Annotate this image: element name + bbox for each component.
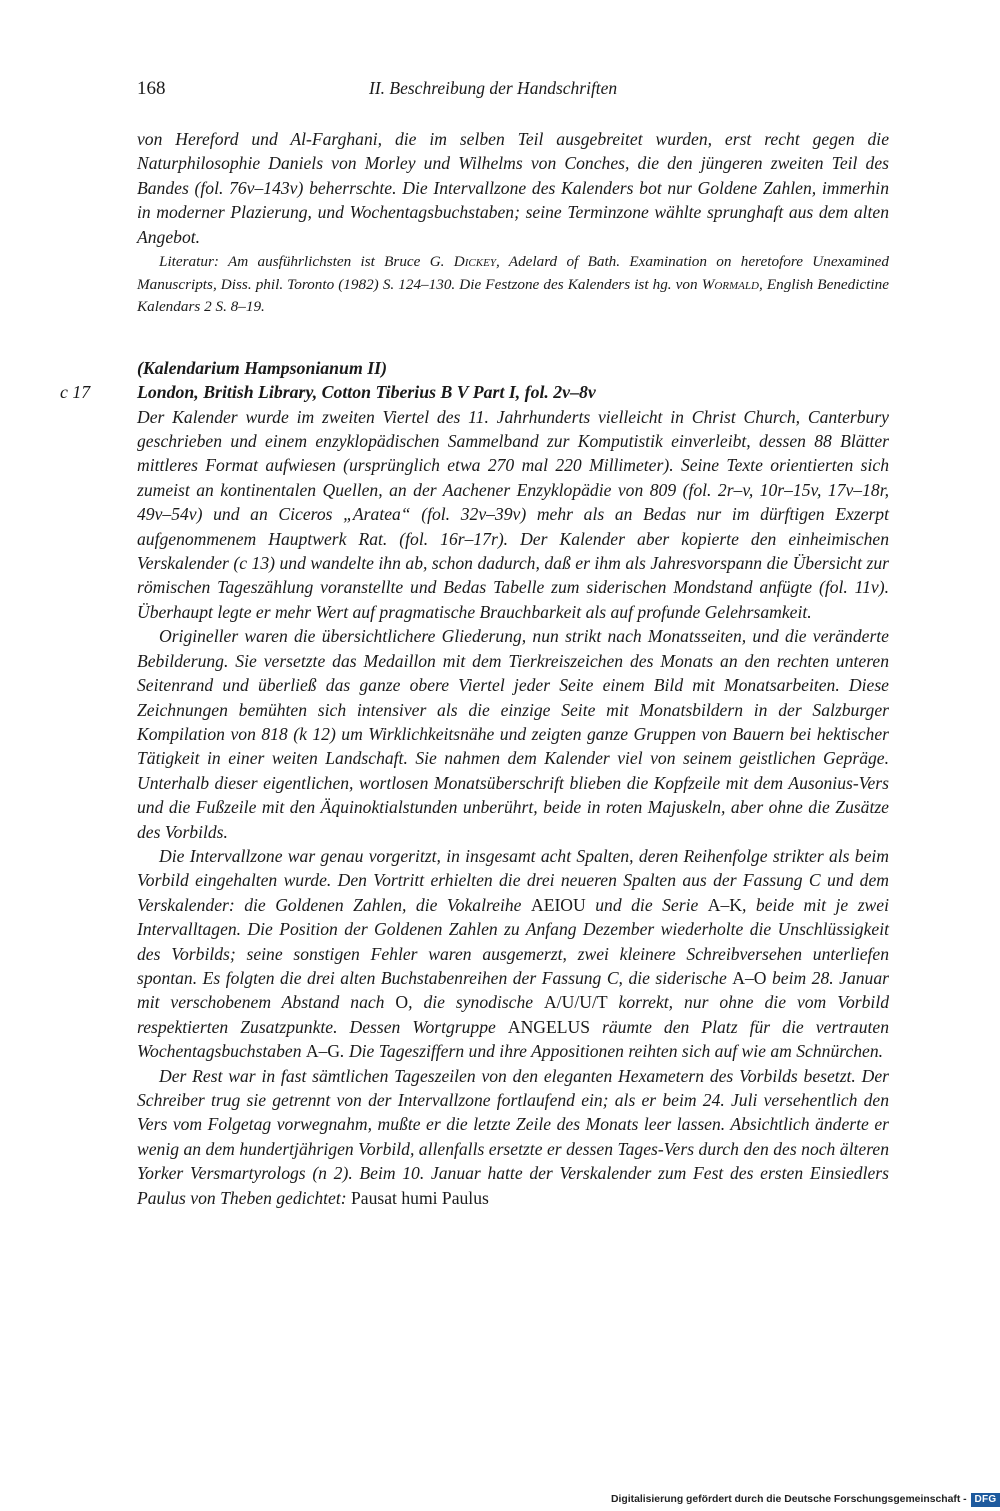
literature-middle: , Adelard of Bath. Examination on heretofore Unexamined Manuscripts, Diss. phil. Toronto (1982) S. 124–130. Die Festzone des Kalenders ist hg. von <box>137 253 890 293</box>
p3-text-4: beim 28. Januar mit verschobenem Abstand nach <box>137 967 889 1013</box>
p3-roman-autt: A/U/U/T <box>544 992 608 1013</box>
literature-note <box>137 251 889 319</box>
p3-roman-a-k: A–K <box>707 894 743 915</box>
digitization-footer <box>611 1493 1000 1507</box>
page-number: 168 <box>137 78 166 99</box>
p4-roman-quote: Pausat humi Paulus <box>351 1187 489 1208</box>
p3-text-3: , beide mit je zwei Intervalltagen. Die Position der Goldenen Zahlen zu Anfang Dezember wiederholte die Unschlüssigkeit des Vorbilds; seine sonstigen Fehler waren ausgemerzt, zwei kleinere Schreibversehen unterliefen spontan. Es folgten die drei alten Buchstabenreihen der Fassung C, die siderische <box>137 894 889 988</box>
p3-text-5: , die synodische <box>408 992 545 1013</box>
running-title: II. Beschreibung der Handschriften <box>369 78 618 98</box>
calendar-entry-heading <box>60 356 889 405</box>
p3-text-1: Die Intervallzone war genau vorgeritzt, in insgesamt acht Spalten, deren Reihenfolge strikter als beim Vorbild eingehalten wurde. Den Vortritt erhielten die drei neueren Spalten aus der Fassung C und dem Verskalender: die Goldenen Zahlen, die Vokalreihe <box>137 845 889 915</box>
literature-tail: , English Benedictine Kalendars 2 S. 8–19. <box>137 275 889 316</box>
p3-text-7: räumte den Platz für die vertrauten Wochentagsbuchstaben <box>137 1016 889 1062</box>
paragraph-4 <box>137 1064 889 1210</box>
p3-text-2: und die Serie <box>585 894 708 915</box>
footer-credit: Digitalisierung gefördert durch die Deutsche Forschungsgemeinschaft - <box>611 1494 967 1505</box>
intro-paragraph: von Hereford und Al-Farghani, die im selben Teil ausgebreitet wurden, erst recht gegen die Naturphilosophie Daniels von Morley und Wilhelms von Conches, die den jüngeren zweiten Teil des Bandes (fol. 76v–143v) beherrschte. Die Intervallzone des Kalenders bot nur Goldene Zahlen, immerhin in moderner Plazierung, und Wochentagsbuchstaben; seine Terminzone wählte sprunghaft aus dem alten Angebot. <box>137 129 889 247</box>
shelfmark: London, British Library, Cotton Tiberius B V Part I, fol. 2v–8v <box>137 382 596 403</box>
literature-lead: Literatur: Am ausführlichsten ist Bruce G. <box>159 253 454 271</box>
paragraph-1: Der Kalender wurde im zweiten Viertel des 11. Jahrhunderts vielleicht in Christ Church, Canterbury geschrieben und einem enzyklopädischen Sammelband zur Komputistik einverleibt, dessen 88 Blätter mittleres Format aufwiesen (ursprünglich etwa 270 mal 220 Millimeter). Seine Texte orientierten sich zumeist an kontinentalen Quellen, an der Aachener Enzyklopädie von 809 (fol. 2r–v, 10r–15v, 17v–18r, 49v–54v) und an Ciceros „Aratea“ (fol. 32v–39v) mehr als an Bedas nur im dürftigen Exzerpt aufgenommenem Hauptwerk Rat. (fol. 16r–17r). Der Kalender aber kopierte den einheimischen Verskalender (c 13) und wandelte ihn ab, schon dadurch, daß er ihm als Jahresvorspann die Übersicht zur römischen Tageszählung voranstellte und Bedas Tabelle zum siderischen Mondstand anfügte (fol. 11v). Überhaupt legte er mehr Wert auf pragmatische Brauchbarkeit als auf profunde Gelehrsamkeit. <box>137 406 889 622</box>
p3-roman-aeiou: AEIOU <box>531 894 586 915</box>
p3-roman-o: O <box>395 992 409 1013</box>
p3-text-6: korrekt, nur ohne die vom Vorbild respektierten Zusatzpunkte. Dessen Wortgruppe <box>137 992 889 1037</box>
p3-roman-angelus: ANGELUS <box>507 1016 590 1037</box>
p3-roman-a-g: A–G <box>305 1041 341 1062</box>
paragraph-2: Origineller waren die übersichtlichere Gliederung, nun strikt nach Monatsseiten, und die veränderte Bebilderung. Sie versetzte das Medaillon mit dem Tierkreiszeichen des Monats an den rechten unteren Seitenrand und überließ das ganze obere Viertel jeder Seite einem Bild mit Monatsarbeiten. Diese Zeichnungen bemühten sich intensiver als die einzige Seite mit Monatsbildern in der Salzburger Kompilation von 818 (k 12) um Wirklichkeitsnähe und zeigten ganze Gruppen von Bauern bei hektischer Tätigkeit in einer weiten Landschaft. Sie nahmen dem Kalender viel von seinem geistlichen Gepräge. Unterhalb dieser eigentlichen, wortlosen Monatsüberschrift blieben die Kopfzeile mit dem Ausonius-Vers und die Fußzeile mit den Äquinoktialstunden unberührt, beide in roten Majuskeln, aber ohne die Zusätze des Vorbilds. <box>137 626 889 842</box>
body-text <box>60 127 890 1210</box>
siglum: c 17 <box>60 382 91 403</box>
p4-text-1: Der Rest war in fast sämtlichen Tageszeilen von den eleganten Hexametern des Vorbilds besetzt. Der Schreiber trug sie getrennt von der Intervallzone fortlaufend ein; als er beim 24. Juli versehentlich den Vers vom Folgetag vorwegnahm, mußte er die letzte Zeile des Monats leer lassen. Absichtlich änderte er wenig an dem hundertjährigen Vorbild, allenfalls ersetzte er dessen Tages-Vers durch den des noch älteren Yorker Versmartyrologs (n 2). Beim 10. Januar hatte der Verskalender zum Fest des ersten Einsiedlers Paulus von Theben gedichtet: <box>137 1065 889 1208</box>
p3-roman-a-o: A–O <box>732 967 767 988</box>
section-title: (Kalendarium Hampsonianum II) <box>137 357 387 378</box>
dfg-logo: DFG <box>971 1493 1000 1507</box>
literature-author-dickey: Dickey <box>453 253 496 271</box>
paragraph-3 <box>137 844 889 1064</box>
literature-author-wormald: Wormald <box>701 275 759 293</box>
page-header <box>137 78 890 104</box>
p3-text-8: . Die Tagesziffern und ihre Appositionen reihten sich auf wie am Schnürchen. <box>340 1041 884 1062</box>
shelfmark-line <box>60 380 889 404</box>
